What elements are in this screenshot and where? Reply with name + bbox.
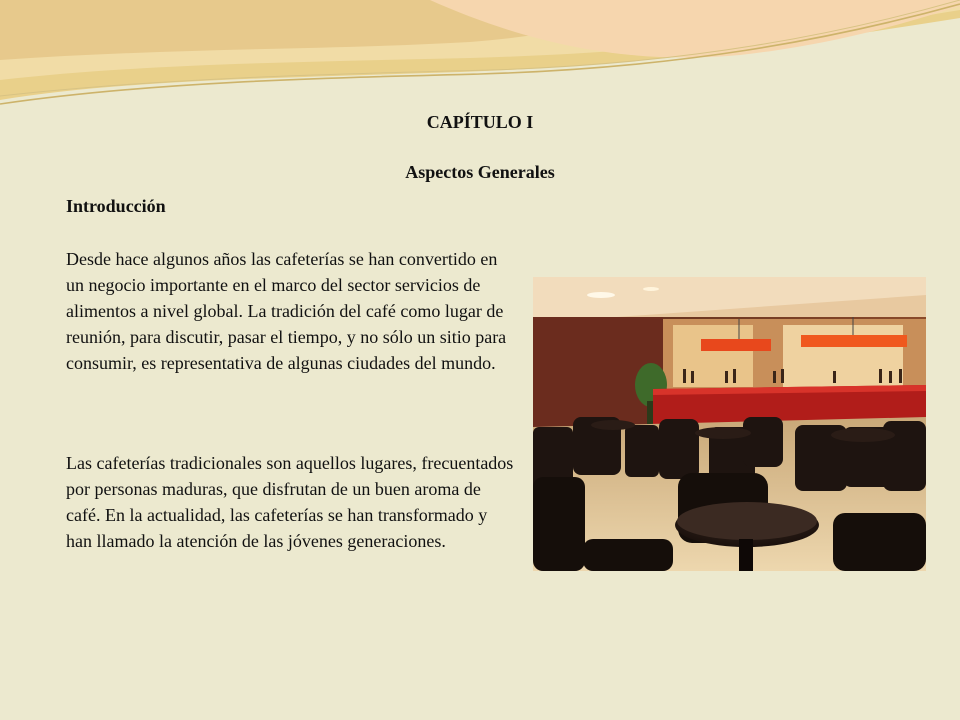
section-heading: Introducción: [66, 196, 166, 216]
chapter-title: CAPÍTULO I: [426, 112, 534, 132]
intro-paragraph-1: Desde hace algunos años las cafeterías se han convertido en un negocio importante en el marco del sector servicios de alimentos a nivel global. La tradición del café como lugar de reunión, para discutir, pasar el tiempo, y no sólo un sitio para consumir, es representativa de algunas ciudades del mundo.: [66, 249, 507, 373]
chapter-subtitle: Aspectos Generales: [405, 162, 555, 182]
cafe-interior-photo: [533, 277, 926, 571]
intro-paragraph-2: Las cafeterías tradicionales son aquellos lugares, frecuentados por personas maduras, que disfrutan de un buen aroma de café. En la actualidad, las cafeterías se han transformado y han llamado la atención de las jóvenes generaciones.: [66, 453, 514, 551]
header-wave-decoration: [0, 0, 960, 115]
